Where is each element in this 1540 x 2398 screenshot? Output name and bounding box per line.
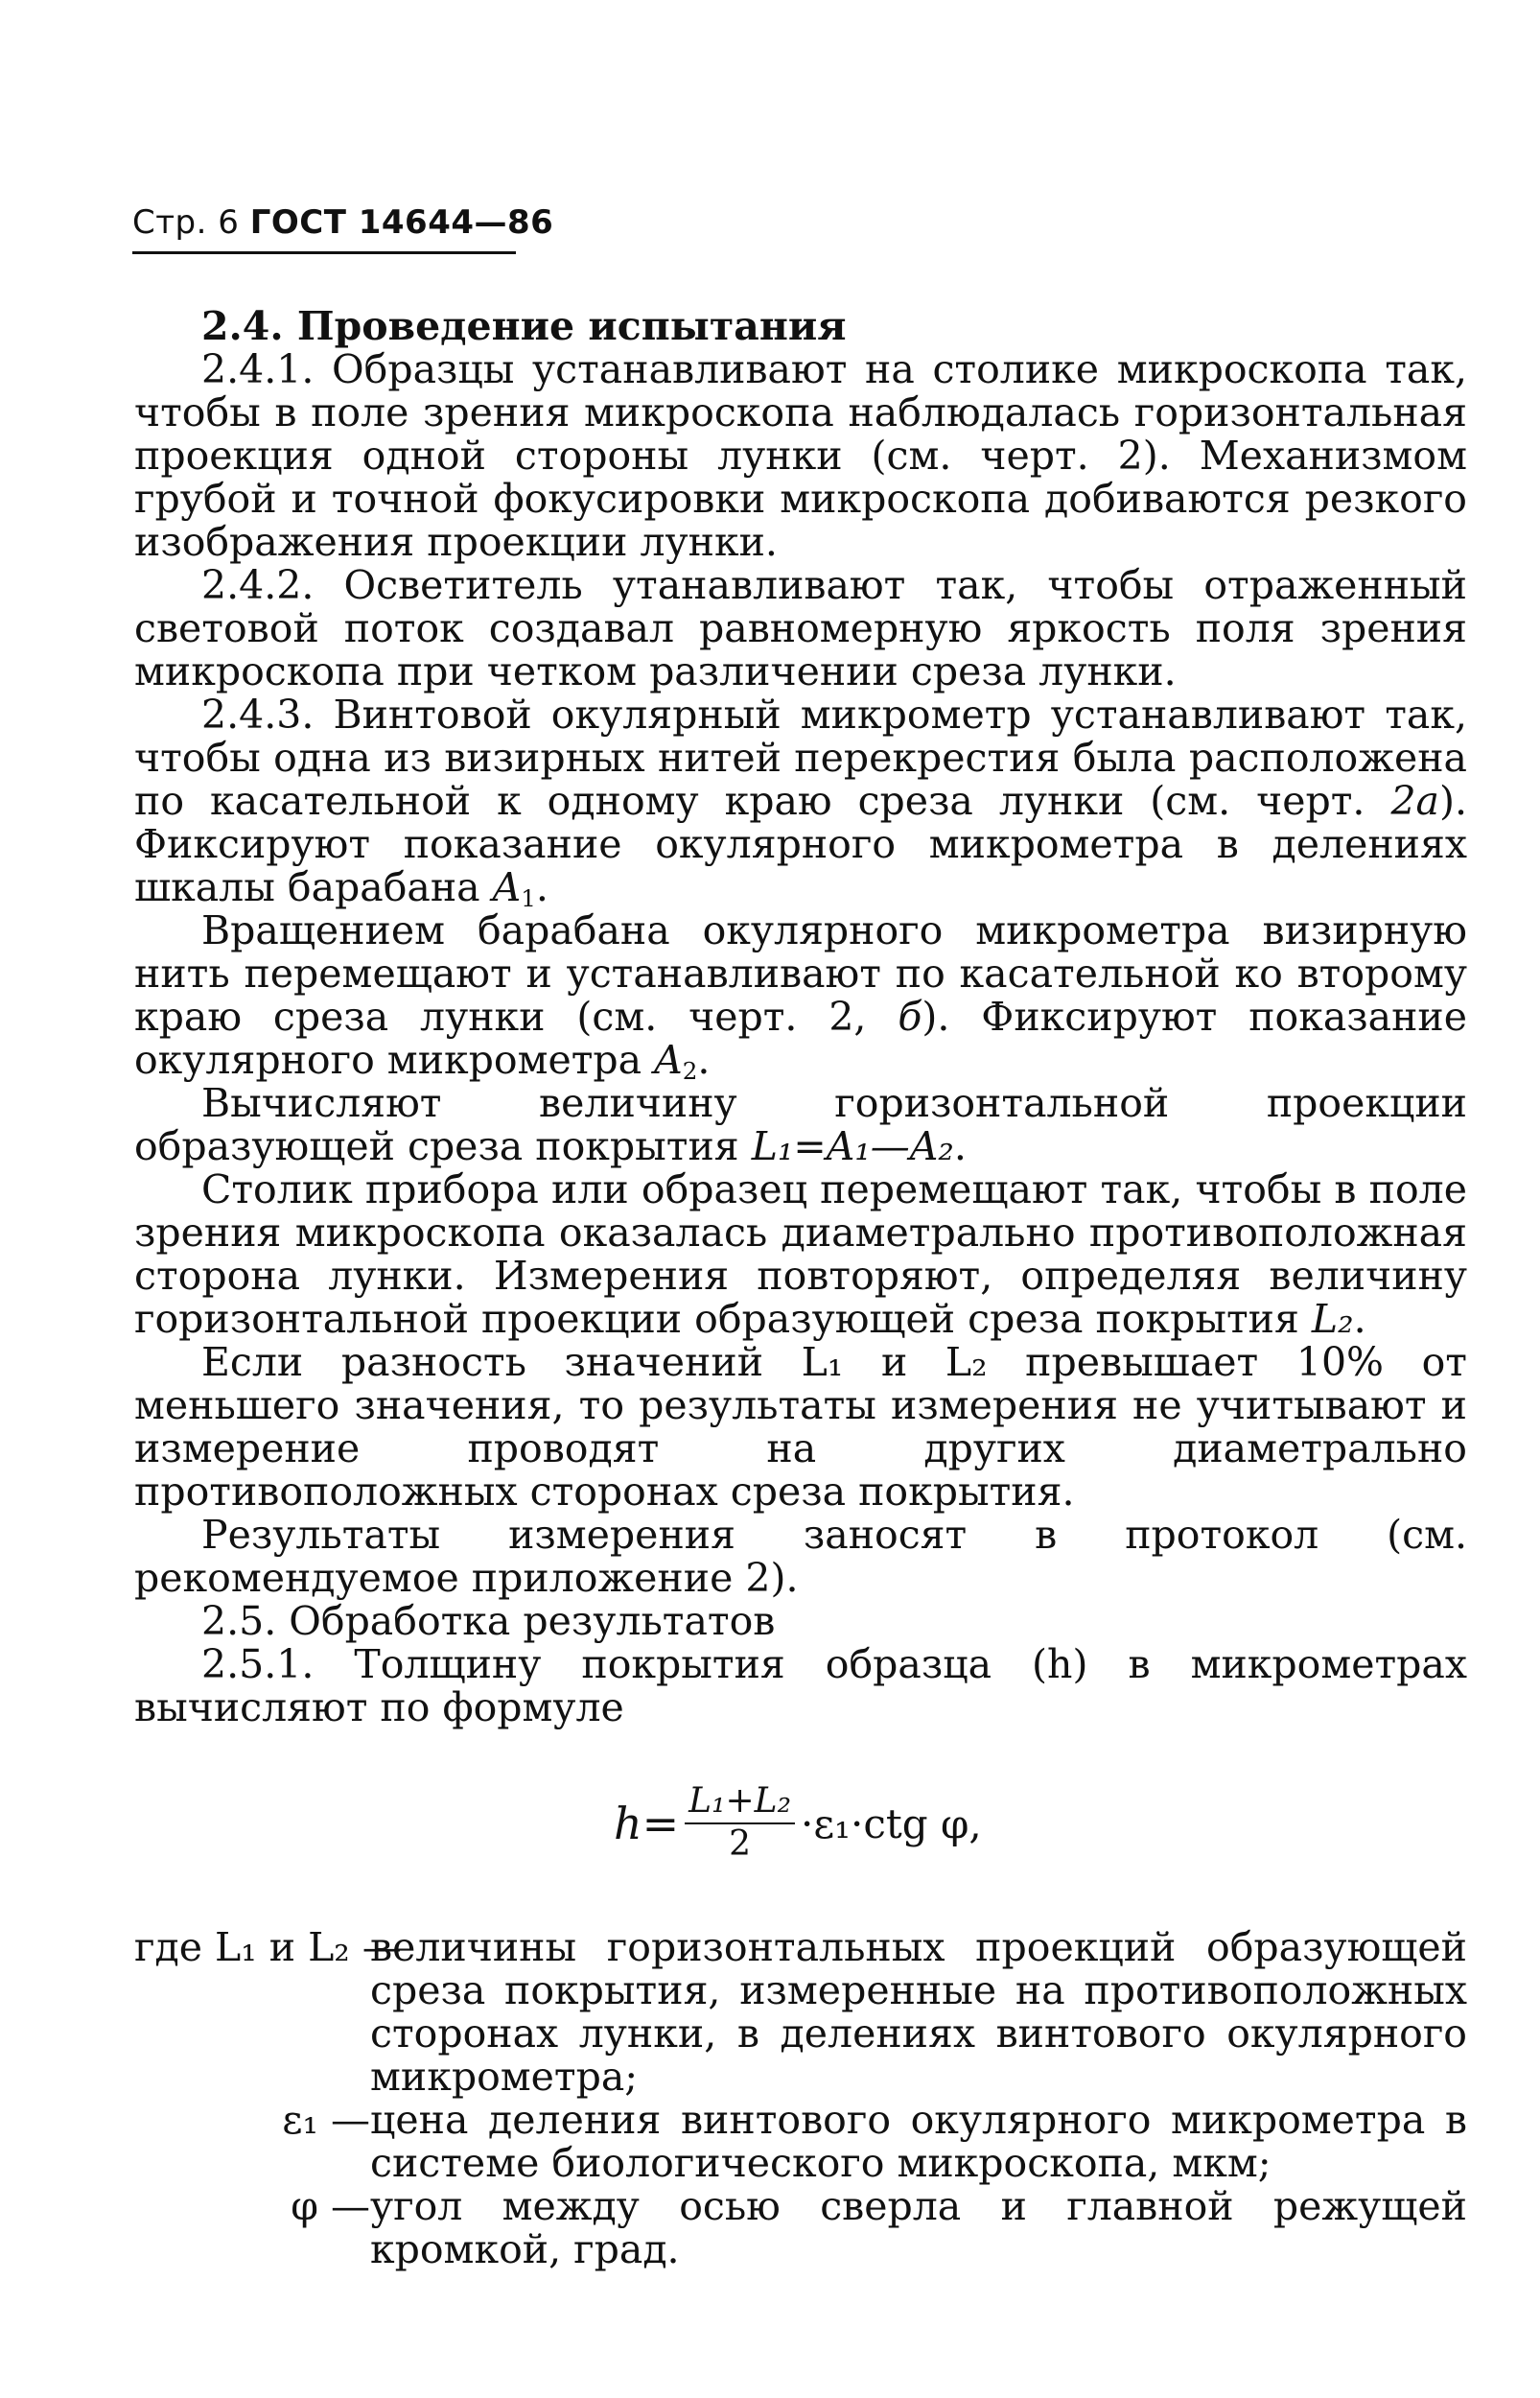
paragraph-rotation: Вращением барабана окулярного микрометра визирную нить перемещают и устанавливают по касательной ко второму краю среза лунки (см. черт. 2, б). Фиксируют показание окулярного микрометра $A_2$.	[134, 907, 1468, 1086]
paragraph-2-4-3: 2.4.3. Винтовой окулярный микрометр устанавливают так, чтобы одна из визирных нитей перекрестия была расположена по касательной к одному краю среза лунки (см. черт. 2а). Фиксируют показание окулярного микрометра в делениях шкалы барабана $A_1$.	[134, 692, 1467, 913]
paragraph-results: Результаты измерения заносят в протокол (см. рекомендуемое приложение 2).	[134, 1512, 1467, 1601]
definition-item	[134, 1926, 1467, 2099]
paragraph-difference: Если разность значений L₁ и L₂ превышает 10% от меньшего значения, то результаты измерения не учитывают и измерение проводят на других диаметрально противоположных сторонах среза покрытия.	[134, 1339, 1467, 1515]
definition-desc: угол между осью сверла и главной режущей кромкой, град.	[370, 2183, 1467, 2272]
thickness-formula	[614, 1782, 982, 1865]
definition-item	[134, 2099, 1467, 2185]
formula-rest: ·ε₁·ctg φ,	[801, 1799, 982, 1847]
body-text	[134, 305, 1467, 1729]
section-2-5-title: 2.5. Обработка результатов	[201, 1598, 776, 1644]
formula-numerator: L₁+L₂	[685, 1782, 795, 1824]
definition-term: где L₁ и L₂ —	[134, 1924, 402, 1970]
formula-lhs: h=	[614, 1798, 680, 1849]
paragraph-move: Столик прибора или образец перемещают так, чтобы в поле зрения микроскопа оказалась диаметрально противоположная сторона лунки. Измерения повторяют, определяя величину горизонтальной проекции образующей среза покрытия L₂.	[134, 1166, 1467, 1342]
formula-fraction	[685, 1782, 795, 1865]
page-number: Стр. 6	[132, 203, 240, 242]
definition-term: φ —	[291, 2183, 370, 2229]
definition-desc: величины горизонтальных проекций образующей среза покрытия, измеренные на противоположных сторонах лунки, в делениях винтового окулярного микрометра;	[370, 1924, 1467, 2100]
paragraph-2-5-1: 2.5.1. Толщину покрытия образца (h) в микрометрах вычисляют по формуле	[134, 1641, 1467, 1730]
definition-term: ε₁ —	[282, 2097, 370, 2143]
paragraph-2-4-2: 2.4.2. Осветитель утанавливают так, чтобы отраженный световой поток создавал равномерную яркость поля зрения микроскопа при четком различении среза лунки.	[134, 562, 1467, 694]
definitions-list	[134, 1926, 1467, 2271]
definition-desc: цена деления винтового окулярного микрометра в системе биологического микроскопа, мкм;	[370, 2097, 1467, 2186]
paragraph-2-4-1: 2.4.1. Образцы устанавливают на столике микроскопа так, чтобы в поле зрения микроскопа наблюдалась горизонтальная проекция одной стороны лунки (см. черт. 2). Механизмом грубой и точной фокусировки микроскопа добиваются резкого изображения проекции лунки.	[134, 346, 1467, 565]
section-2-4-title: 2.4. Проведение испытания	[201, 303, 847, 349]
header-rule	[132, 251, 516, 254]
definition-item	[134, 2185, 1467, 2271]
formula-denominator: 2	[729, 1824, 752, 1864]
page-header	[132, 203, 553, 242]
paragraph-calculation: Вычисляют величину горизонтальной проекции образующей среза покрытия L₁=A₁—A₂.	[134, 1080, 1467, 1169]
document-code: ГОСТ 14644—86	[249, 203, 554, 242]
